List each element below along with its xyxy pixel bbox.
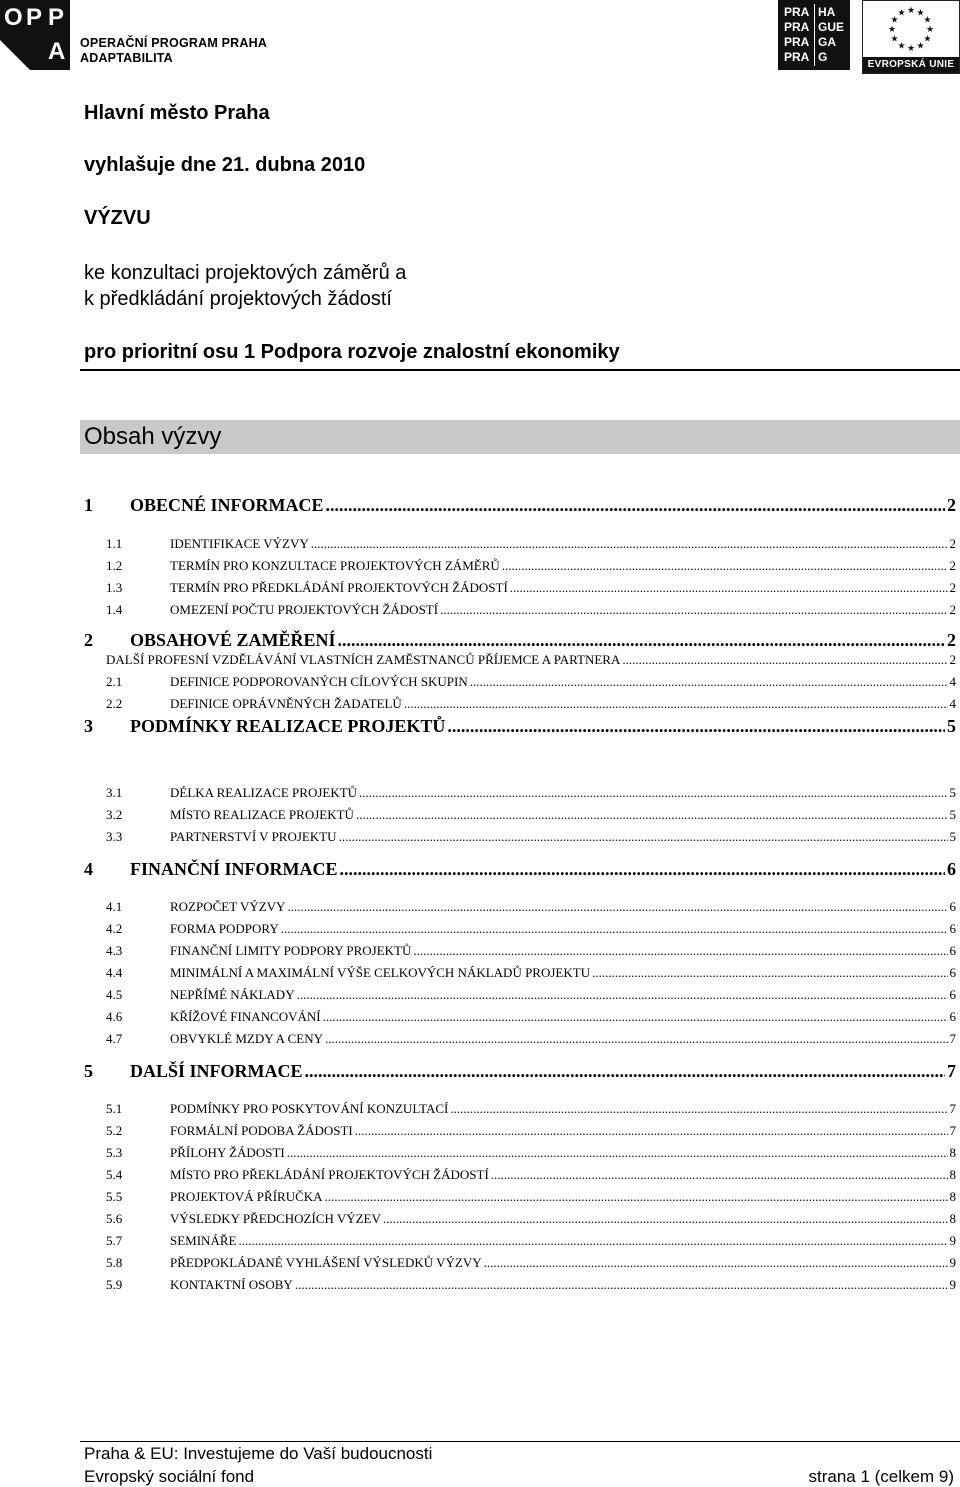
- toc-entry-title: PŘEDPOKLÁDANÉ VYHLÁŠENÍ VÝSLEDKŮ VÝZVY: [170, 1255, 482, 1270]
- praha-logo-text: GUE: [818, 20, 845, 34]
- toc-entry-page: 5: [949, 807, 956, 822]
- toc-entry-title: PROJEKTOVÁ PŘÍRUČKA: [170, 1189, 323, 1204]
- toc-leader-dots: [326, 493, 945, 517]
- toc-entry-section[interactable]: [84, 493, 956, 517]
- toc-entry-section[interactable]: [84, 714, 956, 738]
- toc-entry-number: 4.7: [106, 1031, 123, 1046]
- toc-leader-dots: [355, 1122, 948, 1140]
- opp-letter: P: [26, 4, 43, 31]
- toc-entry-title: ROZPOČET VÝZVY: [170, 899, 286, 914]
- eu-label: EVROPSKÁ UNIE: [863, 57, 959, 73]
- toc-entry-number: 4: [84, 859, 93, 879]
- opp-name-line2: ADAPTABILITA: [80, 51, 173, 65]
- toc-entry-subsection[interactable]: [84, 1122, 956, 1140]
- toc-entry-subsection[interactable]: [84, 784, 956, 802]
- toc-entry-subsection[interactable]: [84, 695, 956, 713]
- toc-entry-subsection[interactable]: [84, 898, 956, 916]
- toc-leader-dots: [305, 1059, 945, 1083]
- opp-name-line1: OPERAČNÍ PROGRAM PRAHA: [80, 36, 268, 50]
- toc-leader-dots: [450, 1100, 947, 1118]
- toc-entry-title: IDENTIFIKACE VÝZVY: [170, 536, 309, 551]
- toc-entry-page: 2: [949, 558, 956, 573]
- issuer: Hlavní město Praha: [84, 102, 270, 124]
- toc-entry-title: DEFINICE PODPOROVANÝCH CÍLOVÝCH SKUPIN: [170, 674, 468, 689]
- toc-entry-number: 3.2: [106, 807, 123, 822]
- toc-leader-dots: [383, 1210, 948, 1228]
- toc-entry-number: 5.1: [106, 1101, 123, 1116]
- toc-leader-dots: [592, 964, 947, 982]
- opp-letter: O: [4, 4, 23, 31]
- toc-entry-title: FINANČNÍ LIMITY PODPORY PROJEKTŮ: [170, 943, 412, 958]
- toc-entry-number: 1: [84, 495, 93, 515]
- toc-entry-title: PARTNERSTVÍ V PROJEKTU: [170, 829, 337, 844]
- praha-logo-text: PRA: [784, 35, 810, 49]
- toc-entry-subsection[interactable]: [84, 806, 956, 824]
- toc-entry-page: 6: [949, 921, 956, 936]
- toc-entry-title: DALŠÍ INFORMACE: [130, 1061, 303, 1081]
- toc-entry-page: 6: [949, 987, 956, 1002]
- toc-entry-number: 5.3: [106, 1145, 123, 1160]
- toc-heading: Obsah výzvy: [84, 423, 222, 450]
- toc-entry-title: PODMÍNKY REALIZACE PROJEKTŮ: [130, 716, 446, 736]
- toc-entry-number: 5.7: [106, 1233, 123, 1248]
- eu-star-icon: ★: [923, 15, 932, 26]
- toc-entry-subsection[interactable]: [84, 1254, 956, 1272]
- toc-entry-number: 5.2: [106, 1123, 123, 1138]
- toc-entry-page: 2: [949, 652, 956, 667]
- toc-leader-dots: [622, 651, 947, 669]
- footer-rule: [80, 1441, 960, 1442]
- toc-entry-subsection[interactable]: [84, 1166, 956, 1184]
- toc-leader-dots: [356, 806, 948, 824]
- toc-entry-page: 8: [949, 1167, 956, 1182]
- toc-entry-page: 2: [947, 495, 956, 515]
- praha-logo-text: PRA: [784, 50, 810, 64]
- toc-entry-number: 4.6: [106, 1009, 123, 1024]
- toc-entry-title: MÍSTO REALIZACE PROJEKTŮ: [170, 807, 354, 822]
- toc-entry-page: 8: [949, 1145, 956, 1160]
- toc-leader-dots: [238, 1232, 947, 1250]
- toc-entry-subsection[interactable]: [84, 1100, 956, 1118]
- toc-leader-dots: [491, 1166, 948, 1184]
- toc-entry-page: 7: [949, 1031, 956, 1046]
- toc-entry-number: 5: [84, 1061, 93, 1081]
- toc-entry-page: 2: [947, 630, 956, 650]
- toc-entry-title: OBECNÉ INFORMACE: [130, 495, 324, 515]
- toc-leader-dots: [325, 1188, 948, 1206]
- toc-entry-number: 4.2: [106, 921, 123, 936]
- toc-entry-subsection[interactable]: [84, 920, 956, 938]
- toc-entry-number: 2.1: [106, 674, 123, 689]
- praha-logo-text: PRA: [784, 20, 810, 34]
- toc-entry-title: MÍSTO PRO PŘEKLÁDÁNÍ PROJEKTOVÝCH ŽÁDOSTÍ: [170, 1167, 489, 1182]
- toc-entry-page: 2: [949, 602, 956, 617]
- toc-entry-title: NEPŘÍMÉ NÁKLADY: [170, 987, 295, 1002]
- toc-entry-page: 4: [949, 696, 956, 711]
- toc-entry-section[interactable]: [84, 1059, 956, 1083]
- eu-star-icon: ★: [890, 15, 899, 26]
- toc-entry-subsection[interactable]: [84, 1144, 956, 1162]
- toc-entry-title: DEFINICE OPRÁVNĚNÝCH ŽADATELŮ: [170, 696, 402, 711]
- toc-leader-dots: [295, 1276, 948, 1294]
- toc-entry-subsection[interactable]: [84, 673, 956, 691]
- toc-leader-dots: [359, 784, 947, 802]
- toc-leader-dots: [338, 628, 945, 652]
- toc-entry-subsection[interactable]: [84, 579, 956, 597]
- date-line: vyhlašuje dne 21. dubna 2010: [84, 154, 366, 176]
- toc-entry-subsection[interactable]: [84, 828, 956, 846]
- opp-letter: A: [48, 38, 66, 65]
- toc-leader-dots: [281, 920, 948, 938]
- toc-entry-title: FORMA PODPORY: [170, 921, 279, 936]
- toc-entry-page: 6: [949, 1009, 956, 1024]
- subject-line1: ke konzultaci projektových záměrů a: [84, 262, 407, 284]
- toc-entry-title: DÉLKA REALIZACE PROJEKTŮ: [170, 785, 358, 800]
- toc-entry-page: 7: [949, 1123, 956, 1138]
- toc-entry-number: 3.3: [106, 829, 123, 844]
- toc-entry-subsection[interactable]: [84, 1030, 956, 1048]
- toc-entry-title: TERMÍN PRO PŘEDKLÁDÁNÍ PROJEKTOVÝCH ŽÁDOSTÍ: [170, 580, 508, 595]
- toc-leader-dots: [440, 601, 947, 619]
- toc-leader-dots: [447, 714, 945, 738]
- toc-entry-number: 1.2: [106, 558, 123, 573]
- toc-entry-number: 1.3: [106, 580, 123, 595]
- toc-entry-subsection[interactable]: [84, 601, 956, 619]
- praha-logo-text: HA: [818, 5, 836, 19]
- eu-star-icon: ★: [916, 8, 925, 19]
- toc-entry-subsection[interactable]: [84, 1008, 956, 1026]
- toc-leader-dots: [323, 1008, 948, 1026]
- subject-line2: k předkládání projektových žádostí: [84, 288, 392, 310]
- toc-entry-title: KŘÍŽOVÉ FINANCOVÁNÍ: [170, 1009, 321, 1024]
- toc-entry-subsection[interactable]: [84, 1276, 956, 1294]
- toc-entry-title: OBSAHOVÉ ZAMĚŘENÍ: [130, 630, 336, 650]
- eu-star-icon: ★: [897, 8, 906, 19]
- praha-logo-text: PRA: [784, 5, 810, 19]
- toc-entry-page: 6: [949, 943, 956, 958]
- toc-entry-number: 4.4: [106, 965, 123, 980]
- toc-entry-number: 5.4: [106, 1167, 123, 1182]
- toc-entry-subsection[interactable]: [84, 651, 956, 669]
- toc-entry-title: DALŠÍ PROFESNÍ VZDĚLÁVÁNÍ VLASTNÍCH ZAMĚSTNANCŮ PŘÍJEMCE A PARTNERA: [106, 652, 621, 667]
- toc-entry-page: 5: [949, 829, 956, 844]
- toc-entry-title: KONTAKTNÍ OSOBY: [170, 1277, 293, 1292]
- toc-entry-subsection[interactable]: [84, 557, 956, 575]
- toc-entry-page: 9: [949, 1277, 956, 1292]
- toc-leader-dots: [502, 557, 948, 575]
- toc-entry-number: 5.6: [106, 1211, 123, 1226]
- toc-entry-subsection[interactable]: [84, 1232, 956, 1250]
- toc-leader-dots: [413, 942, 947, 960]
- toc-entry-page: 5: [949, 785, 956, 800]
- toc-entry-page: 4: [949, 674, 956, 689]
- praha-logo-text: GA: [818, 35, 836, 49]
- toc-entry-number: 5.8: [106, 1255, 123, 1270]
- toc-leader-dots: [287, 1144, 948, 1162]
- toc-leader-dots: [311, 535, 948, 553]
- toc-entry-page: 7: [949, 1101, 956, 1116]
- toc-entry-title: OBVYKLÉ MZDY A CENY: [170, 1031, 323, 1046]
- toc-entry-page: 2: [949, 580, 956, 595]
- toc-entry-number: 5.5: [106, 1189, 123, 1204]
- toc-entry-section[interactable]: [84, 857, 956, 881]
- eu-star-icon: ★: [890, 34, 899, 45]
- toc-entry-number: 4.3: [106, 943, 123, 958]
- toc-leader-dots: [339, 828, 948, 846]
- footer-line2: Evropský sociální fond: [84, 1467, 255, 1486]
- priority-axis: pro prioritní osu 1 Podpora rozvoje znalostní ekonomiky: [84, 341, 620, 363]
- page-info: strana 1 (celkem 9): [808, 1467, 954, 1486]
- toc-entry-page: 9: [949, 1255, 956, 1270]
- toc-entry-number: 3: [84, 716, 93, 736]
- toc-leader-dots: [470, 673, 948, 691]
- toc-leader-dots: [404, 695, 948, 713]
- toc-entry-title: FORMÁLNÍ PODOBA ŽÁDOSTI: [170, 1123, 353, 1138]
- table-of-contents: [84, 0, 956, 1487]
- toc-leader-dots: [287, 898, 947, 916]
- toc-leader-dots: [484, 1254, 948, 1272]
- toc-entry-number: 1.4: [106, 602, 123, 617]
- toc-entry-page: 8: [949, 1211, 956, 1226]
- toc-entry-title: PODMÍNKY PRO POSKYTOVÁNÍ KONZULTACÍ: [170, 1101, 449, 1116]
- toc-entry-title: TERMÍN PRO KONZULTACE PROJEKTOVÝCH ZÁMĚRŮ: [170, 558, 500, 573]
- toc-entry-subsection[interactable]: [84, 964, 956, 982]
- eu-star-icon: ★: [923, 34, 932, 45]
- toc-entry-page: 5: [947, 716, 956, 736]
- toc-entry-title: VÝSLEDKY PŘEDCHOZÍCH VÝZEV: [170, 1211, 381, 1226]
- toc-entry-page: 7: [947, 1061, 956, 1081]
- toc-entry-page: 6: [949, 899, 956, 914]
- eu-star-icon: ★: [906, 6, 916, 16]
- toc-entry-page: 8: [949, 1189, 956, 1204]
- toc-leader-dots: [510, 579, 948, 597]
- toc-entry-page: 6: [949, 965, 956, 980]
- opp-letter: P: [48, 4, 65, 31]
- call-title: VÝZVU: [84, 207, 151, 229]
- toc-leader-dots: [340, 857, 946, 881]
- toc-entry-section[interactable]: [84, 628, 956, 652]
- toc-entry-number: 2: [84, 630, 93, 650]
- toc-entry-subsection[interactable]: [84, 1210, 956, 1228]
- eu-star-icon: ★: [887, 25, 897, 35]
- toc-entry-subsection[interactable]: [84, 535, 956, 553]
- eu-star-icon: ★: [906, 44, 916, 54]
- praha-logo-text: G: [818, 50, 828, 64]
- toc-entry-number: 5.9: [106, 1277, 123, 1292]
- toc-entry-page: 6: [947, 859, 956, 879]
- toc-leader-dots: [297, 986, 948, 1004]
- toc-entry-title: OMEZENÍ POČTU PROJEKTOVÝCH ŽÁDOSTÍ: [170, 602, 439, 617]
- eu-star-icon: ★: [897, 41, 906, 52]
- toc-entry-number: 2.2: [106, 696, 123, 711]
- footer-line1: Praha & EU: Investujeme do Vaší budoucnosti: [84, 1444, 433, 1463]
- toc-entry-subsection[interactable]: [84, 942, 956, 960]
- opp-logo: [0, 0, 70, 70]
- toc-entry-title: FINANČNÍ INFORMACE: [130, 859, 338, 879]
- toc-entry-title: SEMINÁŘE: [170, 1233, 237, 1248]
- toc-entry-subsection[interactable]: [84, 986, 956, 1004]
- toc-entry-number: 3.1: [106, 785, 123, 800]
- toc-entry-page: 9: [949, 1233, 956, 1248]
- eu-star-icon: ★: [916, 41, 925, 52]
- toc-entry-title: MINIMÁLNÍ A MAXIMÁLNÍ VÝŠE CELKOVÝCH NÁKLADŮ PROJEKTU: [170, 965, 591, 980]
- toc-entry-page: 2: [949, 536, 956, 551]
- toc-leader-dots: [325, 1030, 948, 1048]
- toc-entry-number: 4.1: [106, 899, 123, 914]
- toc-entry-number: 1.1: [106, 536, 123, 551]
- eu-star-icon: ★: [925, 25, 935, 35]
- toc-entry-number: 4.5: [106, 987, 123, 1002]
- toc-entry-title: PŘÍLOHY ŽÁDOSTI: [170, 1145, 285, 1160]
- toc-entry-subsection[interactable]: [84, 1188, 956, 1206]
